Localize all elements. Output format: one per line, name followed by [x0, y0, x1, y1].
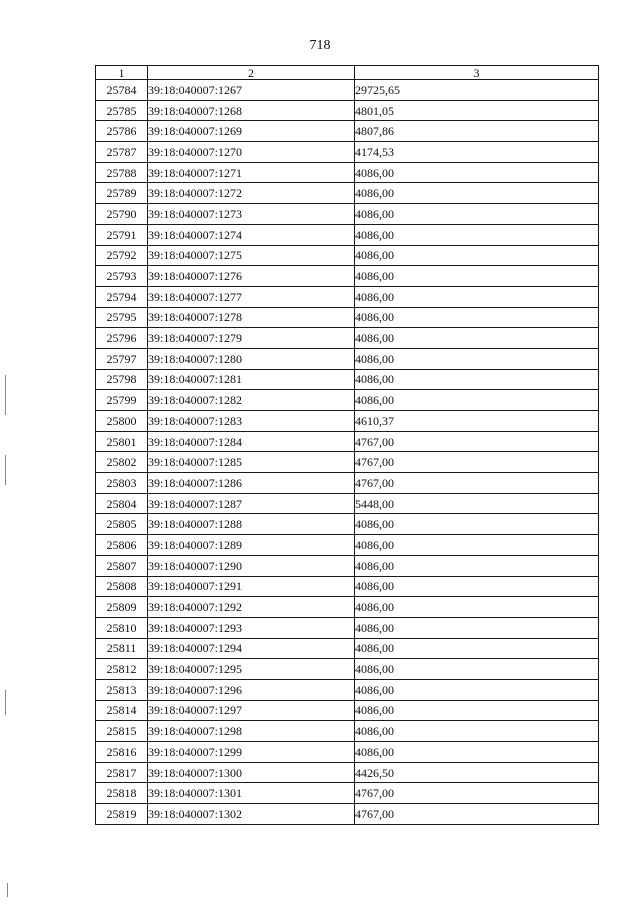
table-row [96, 555, 599, 576]
row-number-cell: 25797 [96, 348, 148, 369]
table-row [96, 473, 599, 494]
area-cell: 4767,00 [355, 473, 599, 494]
cadastral-number-cell: 39:18:040007:1302 [148, 804, 355, 825]
scan-artifact [7, 883, 8, 897]
cadastral-number-cell: 39:18:040007:1281 [148, 369, 355, 390]
row-number-cell: 25788 [96, 162, 148, 183]
cadastral-number-cell: 39:18:040007:1267 [148, 80, 355, 101]
cadastral-number-cell: 39:18:040007:1270 [148, 142, 355, 163]
table-row [96, 783, 599, 804]
cadastral-number-cell: 39:18:040007:1268 [148, 100, 355, 121]
table-row [96, 142, 599, 163]
table-row [96, 204, 599, 225]
row-number-cell: 25795 [96, 307, 148, 328]
row-number-cell: 25810 [96, 617, 148, 638]
row-number-cell: 25800 [96, 411, 148, 432]
area-cell: 4086,00 [355, 286, 599, 307]
table-row [96, 307, 599, 328]
table-row [96, 700, 599, 721]
row-number-cell: 25791 [96, 224, 148, 245]
area-cell: 4767,00 [355, 783, 599, 804]
area-cell: 4767,00 [355, 804, 599, 825]
area-cell: 4086,00 [355, 390, 599, 411]
table-row [96, 286, 599, 307]
area-cell: 4426,50 [355, 762, 599, 783]
table-row [96, 183, 599, 204]
table-row [96, 514, 599, 535]
cadastral-number-cell: 39:18:040007:1292 [148, 597, 355, 618]
cadastral-number-cell: 39:18:040007:1295 [148, 659, 355, 680]
area-cell: 4767,00 [355, 431, 599, 452]
column-header-area: 3 [355, 66, 599, 80]
cadastral-number-cell: 39:18:040007:1293 [148, 617, 355, 638]
area-cell: 4086,00 [355, 721, 599, 742]
cadastral-number-cell: 39:18:040007:1299 [148, 742, 355, 763]
cadastral-number-cell: 39:18:040007:1277 [148, 286, 355, 307]
table-row [96, 762, 599, 783]
table-row [96, 638, 599, 659]
area-cell: 4086,00 [355, 266, 599, 287]
row-number-cell: 25786 [96, 121, 148, 142]
cadastral-number-cell: 39:18:040007:1279 [148, 328, 355, 349]
page-number: 718 [309, 38, 331, 53]
area-cell: 4086,00 [355, 348, 599, 369]
table-row [96, 80, 599, 101]
cadastral-number-cell: 39:18:040007:1289 [148, 535, 355, 556]
cadastral-number-cell: 39:18:040007:1298 [148, 721, 355, 742]
table-row [96, 121, 599, 142]
row-number-cell: 25785 [96, 100, 148, 121]
area-cell: 4086,00 [355, 307, 599, 328]
table-row [96, 266, 599, 287]
table-row [96, 659, 599, 680]
cadastral-number-cell: 39:18:040007:1276 [148, 266, 355, 287]
table-header-row [96, 66, 599, 80]
area-cell: 4086,00 [355, 679, 599, 700]
cadastral-number-cell: 39:18:040007:1301 [148, 783, 355, 804]
row-number-cell: 25808 [96, 576, 148, 597]
table-row [96, 369, 599, 390]
cadastral-number-cell: 39:18:040007:1296 [148, 679, 355, 700]
cadastral-number-cell: 39:18:040007:1282 [148, 390, 355, 411]
row-number-cell: 25803 [96, 473, 148, 494]
scan-artifact [5, 690, 6, 715]
row-number-cell: 25809 [96, 597, 148, 618]
table-row [96, 742, 599, 763]
row-number-cell: 25802 [96, 452, 148, 473]
area-cell: 4086,00 [355, 535, 599, 556]
area-cell: 4086,00 [355, 514, 599, 535]
row-number-cell: 25817 [96, 762, 148, 783]
cadastral-number-cell: 39:18:040007:1283 [148, 411, 355, 432]
row-number-cell: 25796 [96, 328, 148, 349]
area-cell: 5448,00 [355, 493, 599, 514]
cadastral-number-cell: 39:18:040007:1294 [148, 638, 355, 659]
cadastral-number-cell: 39:18:040007:1286 [148, 473, 355, 494]
table-row [96, 535, 599, 556]
cadastral-number-cell: 39:18:040007:1300 [148, 762, 355, 783]
cadastral-number-cell: 39:18:040007:1291 [148, 576, 355, 597]
row-number-cell: 25811 [96, 638, 148, 659]
row-number-cell: 25793 [96, 266, 148, 287]
table-row [96, 162, 599, 183]
row-number-cell: 25816 [96, 742, 148, 763]
scan-artifact [5, 375, 6, 415]
cadastral-area-table [95, 65, 599, 825]
row-number-cell: 25798 [96, 369, 148, 390]
cadastral-number-cell: 39:18:040007:1278 [148, 307, 355, 328]
row-number-cell: 25784 [96, 80, 148, 101]
area-cell: 4086,00 [355, 597, 599, 618]
table-row [96, 804, 599, 825]
table-row [96, 328, 599, 349]
area-cell: 4086,00 [355, 617, 599, 638]
cadastral-number-cell: 39:18:040007:1269 [148, 121, 355, 142]
table-row [96, 390, 599, 411]
cadastral-number-cell: 39:18:040007:1271 [148, 162, 355, 183]
area-cell: 4086,00 [355, 638, 599, 659]
row-number-cell: 25804 [96, 493, 148, 514]
column-header-cadastral-number: 2 [148, 66, 355, 80]
row-number-cell: 25814 [96, 700, 148, 721]
row-number-cell: 25792 [96, 245, 148, 266]
row-number-cell: 25807 [96, 555, 148, 576]
row-number-cell: 25815 [96, 721, 148, 742]
cadastral-number-cell: 39:18:040007:1275 [148, 245, 355, 266]
scan-artifact [5, 455, 6, 485]
area-cell: 4767,00 [355, 452, 599, 473]
row-number-cell: 25818 [96, 783, 148, 804]
cadastral-number-cell: 39:18:040007:1285 [148, 452, 355, 473]
area-cell: 4086,00 [355, 576, 599, 597]
area-cell: 4174,53 [355, 142, 599, 163]
column-header-number: 1 [96, 66, 148, 80]
area-cell: 4086,00 [355, 245, 599, 266]
area-cell: 4086,00 [355, 328, 599, 349]
row-number-cell: 25812 [96, 659, 148, 680]
table-row [96, 348, 599, 369]
table-row [96, 721, 599, 742]
cadastral-number-cell: 39:18:040007:1280 [148, 348, 355, 369]
cadastral-number-cell: 39:18:040007:1290 [148, 555, 355, 576]
cadastral-number-cell: 39:18:040007:1272 [148, 183, 355, 204]
row-number-cell: 25790 [96, 204, 148, 225]
table-row [96, 493, 599, 514]
cadastral-number-cell: 39:18:040007:1284 [148, 431, 355, 452]
row-number-cell: 25789 [96, 183, 148, 204]
table-row [96, 617, 599, 638]
table-row [96, 452, 599, 473]
row-number-cell: 25801 [96, 431, 148, 452]
area-cell: 4086,00 [355, 555, 599, 576]
row-number-cell: 25806 [96, 535, 148, 556]
cadastral-number-cell: 39:18:040007:1273 [148, 204, 355, 225]
row-number-cell: 25805 [96, 514, 148, 535]
area-cell: 4086,00 [355, 369, 599, 390]
row-number-cell: 25794 [96, 286, 148, 307]
row-number-cell: 25787 [96, 142, 148, 163]
area-cell: 4086,00 [355, 162, 599, 183]
area-cell: 4086,00 [355, 204, 599, 225]
area-cell: 4610,37 [355, 411, 599, 432]
area-cell: 4807,86 [355, 121, 599, 142]
area-cell: 4086,00 [355, 224, 599, 245]
area-cell: 4801,05 [355, 100, 599, 121]
area-cell: 4086,00 [355, 183, 599, 204]
area-cell: 4086,00 [355, 700, 599, 721]
area-cell: 29725,65 [355, 80, 599, 101]
table-row [96, 224, 599, 245]
row-number-cell: 25799 [96, 390, 148, 411]
area-cell: 4086,00 [355, 659, 599, 680]
area-cell: 4086,00 [355, 742, 599, 763]
table-row [96, 679, 599, 700]
row-number-cell: 25813 [96, 679, 148, 700]
table-row [96, 245, 599, 266]
cadastral-number-cell: 39:18:040007:1288 [148, 514, 355, 535]
cadastral-number-cell: 39:18:040007:1297 [148, 700, 355, 721]
table-row [96, 576, 599, 597]
cadastral-number-cell: 39:18:040007:1274 [148, 224, 355, 245]
row-number-cell: 25819 [96, 804, 148, 825]
cadastral-number-cell: 39:18:040007:1287 [148, 493, 355, 514]
table-row [96, 100, 599, 121]
table-row [96, 597, 599, 618]
table-body [96, 80, 599, 825]
table-row [96, 431, 599, 452]
table-row [96, 411, 599, 432]
